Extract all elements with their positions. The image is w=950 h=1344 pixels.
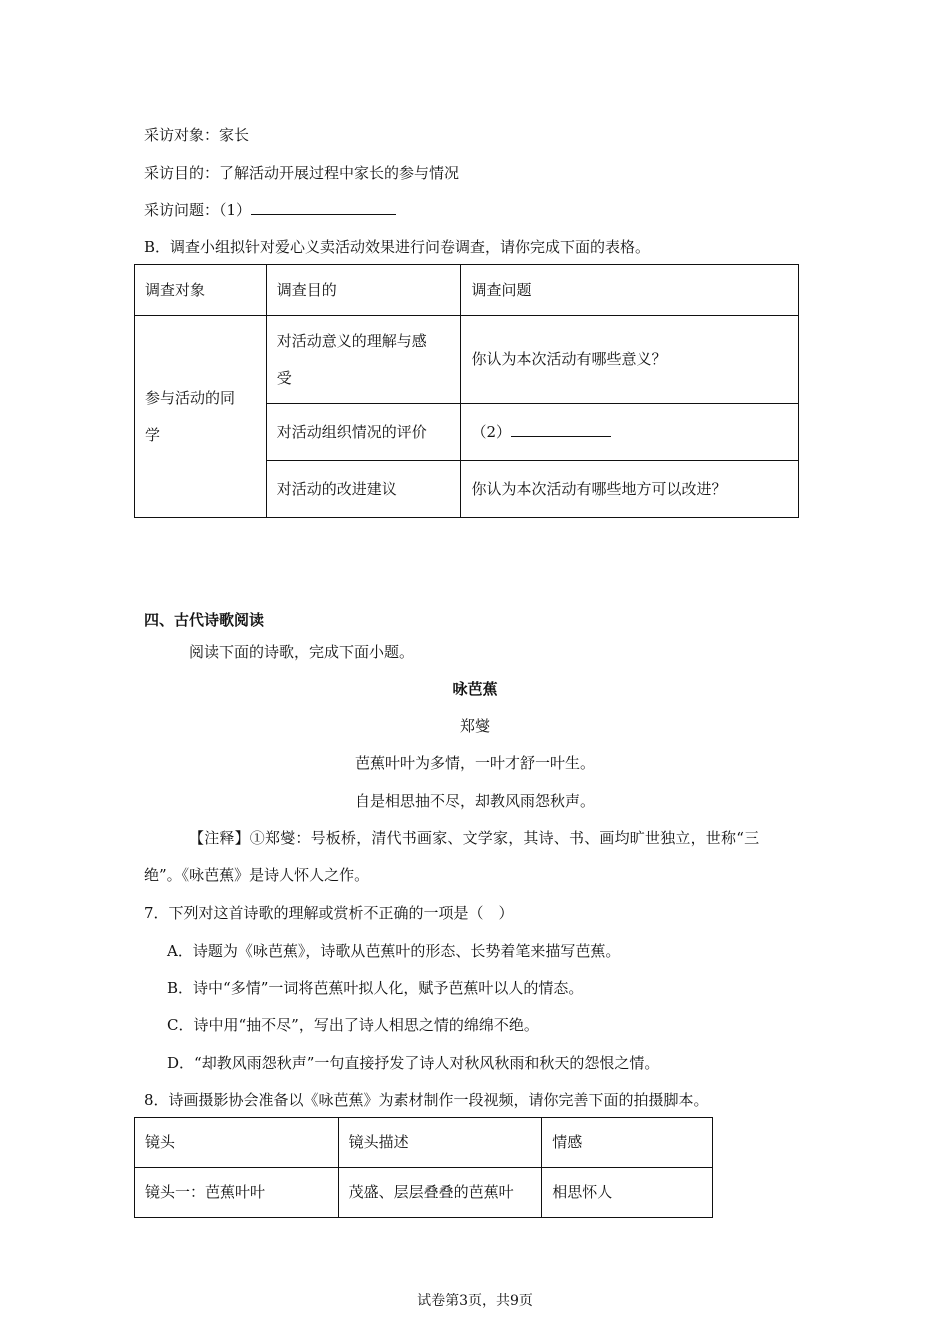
answer-blank-1[interactable]: [251, 200, 396, 215]
survey-purpose-cell: [266, 316, 461, 404]
interview-purpose: 采访目的：了解活动开展过程中家长的参与情况: [144, 164, 460, 182]
poem-author: 郑燮: [459, 717, 490, 735]
script-header-shot: 镜头: [135, 1118, 339, 1168]
question-7-option-b[interactable]: B．诗中“多情”一词将芭蕉叶拟人化，赋予芭蕉叶以人的情态。: [167, 979, 584, 997]
script-shot-cell: 镜头一：芭蕉叶叶: [135, 1168, 339, 1218]
survey-subject-cell: [135, 316, 267, 518]
answer-blank-2[interactable]: [511, 422, 611, 437]
interview-target: 采访对象：家长: [144, 126, 250, 144]
page-footer: 试卷第3页，共9页: [417, 1293, 533, 1309]
poem-title: 咏芭蕉: [452, 680, 498, 698]
survey-purpose-cell: 对活动组织情况的评价: [266, 404, 461, 461]
question-7-option-d[interactable]: D．“却教风雨怨秋声”一句直接抒发了诗人对秋风秋雨和秋天的怨恨之情。: [167, 1054, 660, 1072]
script-table: [134, 1117, 713, 1218]
script-row: [135, 1168, 713, 1218]
script-header-emotion: 情感: [542, 1118, 713, 1168]
question-7-option-c[interactable]: C．诗中用“抽不尽”，写出了诗人相思之情的绵绵不绝。: [167, 1016, 539, 1034]
survey-question-cell: 你认为本次活动有哪些意义？: [461, 316, 799, 404]
survey-header-purpose: 调查目的: [266, 265, 461, 316]
survey-purpose-cell: 对活动的改进建议: [266, 461, 461, 518]
question-8-stem: 8．诗画摄影协会准备以《咏芭蕉》为素材制作一段视频，请你完善下面的拍摄脚本。: [144, 1091, 709, 1109]
survey-header-row: [135, 265, 799, 316]
script-header-description: 镜头描述: [338, 1118, 542, 1168]
survey-header-subject: 调查对象: [135, 265, 267, 316]
script-description-cell: 茂盛、层层叠叠的芭蕉叶: [338, 1168, 542, 1218]
poem-note-line1: 【注释】①郑燮：号板桥，清代书画家、文学家，其诗、书、画均旷世独立，世称“三: [189, 829, 760, 847]
question-7-stem: 7．下列对这首诗歌的理解或赏析不正确的一项是（ ）: [144, 904, 514, 922]
survey-table: [134, 264, 799, 518]
survey-subject-line1: 参与活动的同: [145, 388, 236, 407]
survey-row: [135, 316, 799, 404]
poem-note-line2: 绝”。《咏芭蕉》是诗人怀人之作。: [144, 866, 370, 884]
poem-line: 芭蕉叶叶为多情，一叶才舒一叶生。: [354, 754, 595, 772]
survey-purpose-line2: 受: [276, 368, 292, 387]
script-header-row: [135, 1118, 713, 1168]
section-heading: 四、古代诗歌阅读: [144, 611, 265, 629]
question-7-option-a[interactable]: A．诗题为《咏芭蕉》，诗歌从芭蕉叶的形态、长势着笔来描写芭蕉。: [167, 942, 621, 960]
script-emotion-cell: 相思怀人: [542, 1168, 713, 1218]
survey-question-cell: 你认为本次活动有哪些地方可以改进？: [461, 461, 799, 518]
survey-header-question: 调查问题: [461, 265, 799, 316]
poem-line: 自是相思抽不尽，却教风雨怨秋声。: [354, 792, 595, 810]
survey-question-cell: [461, 404, 799, 461]
survey-subject-line2: 学: [145, 425, 161, 444]
partB-intro: B．调查小组拟针对爱心义卖活动效果进行问卷调查，请你完成下面的表格。: [144, 238, 651, 256]
interview-question-label: 采访问题：（1）: [144, 201, 252, 219]
interview-question: [144, 199, 396, 220]
question-2-label: （2）: [471, 422, 511, 441]
survey-purpose-line1: 对活动意义的理解与感: [276, 331, 427, 350]
section-instruction: 阅读下面的诗歌，完成下面小题。: [189, 643, 415, 661]
